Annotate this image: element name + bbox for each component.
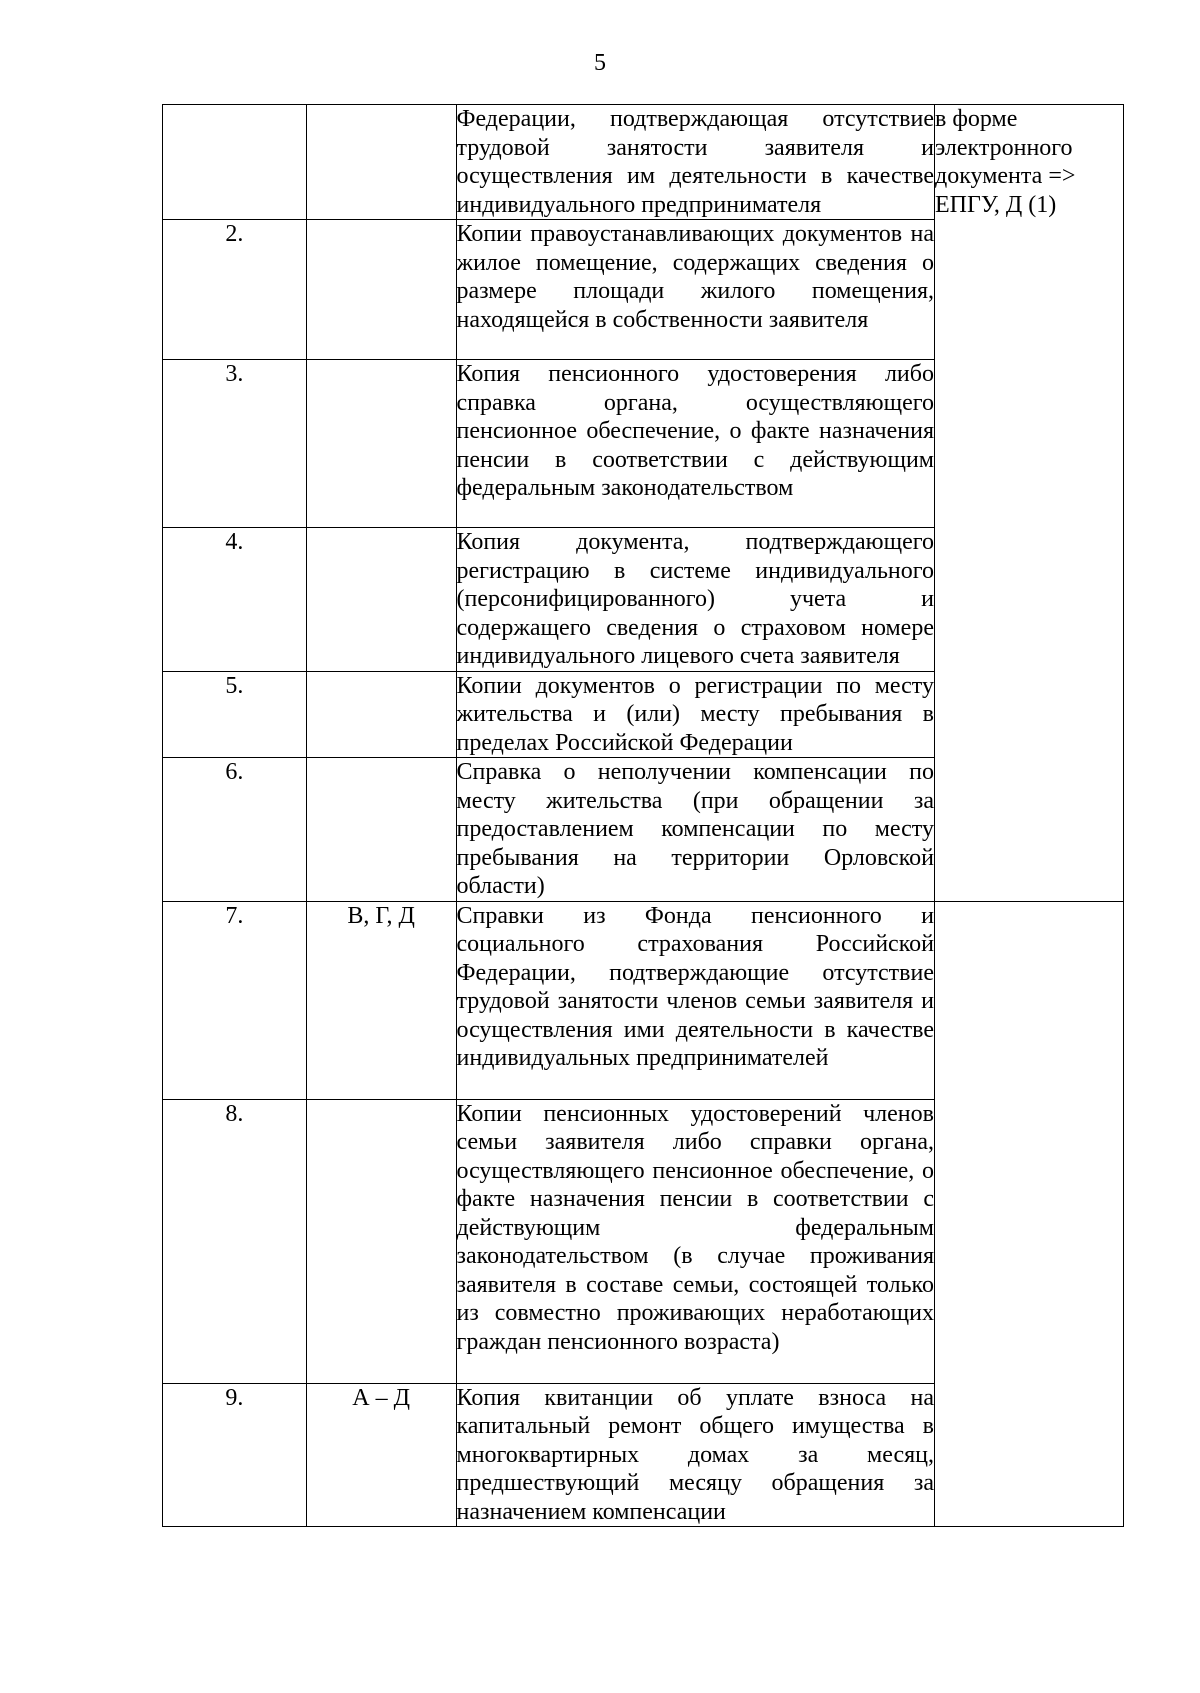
row-category <box>306 105 456 220</box>
table-row <box>163 901 1124 1099</box>
row-description: Справки из Фонда пенсионного и социального страхования Российской Федерации, подтверждающие отсутствие трудовой занятости членов семьи заявителя и осуществления ими деятельности в качестве индивидуальных предпринимателей <box>456 901 934 1099</box>
row-category <box>306 528 456 672</box>
format-note: в форме электронного документа => ЕПГУ, Д (1) <box>934 105 1123 902</box>
row-category <box>306 758 456 902</box>
documents-table <box>162 104 1124 1527</box>
row-number: 3. <box>163 360 307 528</box>
row-number: 7. <box>163 901 307 1099</box>
row-category <box>306 671 456 758</box>
row-description: Копии правоустанавливающих документов на жилое помещение, содержащих сведения о размере площади жилого помещения, находящейся в собственности заявителя <box>456 220 934 360</box>
row-category <box>306 360 456 528</box>
row-description: Копия пенсионного удостоверения либо справка органа, осуществляющего пенсионное обеспечение, о факте назначения пенсии в соответствии с действующим федеральным законодательством <box>456 360 934 528</box>
row-category <box>306 220 456 360</box>
row-description: Федерации, подтверждающая отсутствие трудовой занятости заявителя и осуществления им деятельности в качестве индивидуального предпринимателя <box>456 106 934 218</box>
row-category <box>306 1099 456 1383</box>
page-number: 5 <box>594 50 606 76</box>
format-cell-empty <box>934 901 1123 1527</box>
row-description: Справка о неполучении компенсации по месту жительства (при обращении за предоставлением компенсации по месту пребывания на территории Орловской области) <box>456 759 934 899</box>
row-number: 2. <box>163 220 307 360</box>
row-description: Копии документов о регистрации по месту жительства и (или) месту пребывания в пределах Российской Федерации <box>456 672 934 756</box>
row-description: Копии пенсионных удостоверений членов семьи заявителя либо справки органа, осуществляющего пенсионное обеспечение, о факте назначения пенсии в соответствии с действующим федеральным законодательством (в случае проживания заявителя в составе семьи, состоящей только из совместно проживающих неработающих граждан пенсионного возраста) <box>456 1099 934 1383</box>
row-number: 4. <box>163 528 307 672</box>
row-description: Копия документа, подтверждающего регистрацию в системе индивидуального (персонифицированного) учета и содержащего сведения о страховом номере индивидуального лицевого счета заявителя <box>456 529 934 669</box>
table-row <box>163 105 1124 220</box>
row-category: В, Г, Д <box>306 901 456 1099</box>
row-number: 5. <box>163 671 307 758</box>
row-number: 6. <box>163 758 307 902</box>
row-number <box>163 105 307 220</box>
row-category: А – Д <box>306 1383 456 1527</box>
row-number: 9. <box>163 1383 307 1527</box>
row-description: Копия квитанции об уплате взноса на капитальный ремонт общего имущества в многоквартирных домах за месяц, предшествующий месяцу обращения за назначением компенсации <box>456 1384 934 1525</box>
row-number: 8. <box>163 1099 307 1383</box>
